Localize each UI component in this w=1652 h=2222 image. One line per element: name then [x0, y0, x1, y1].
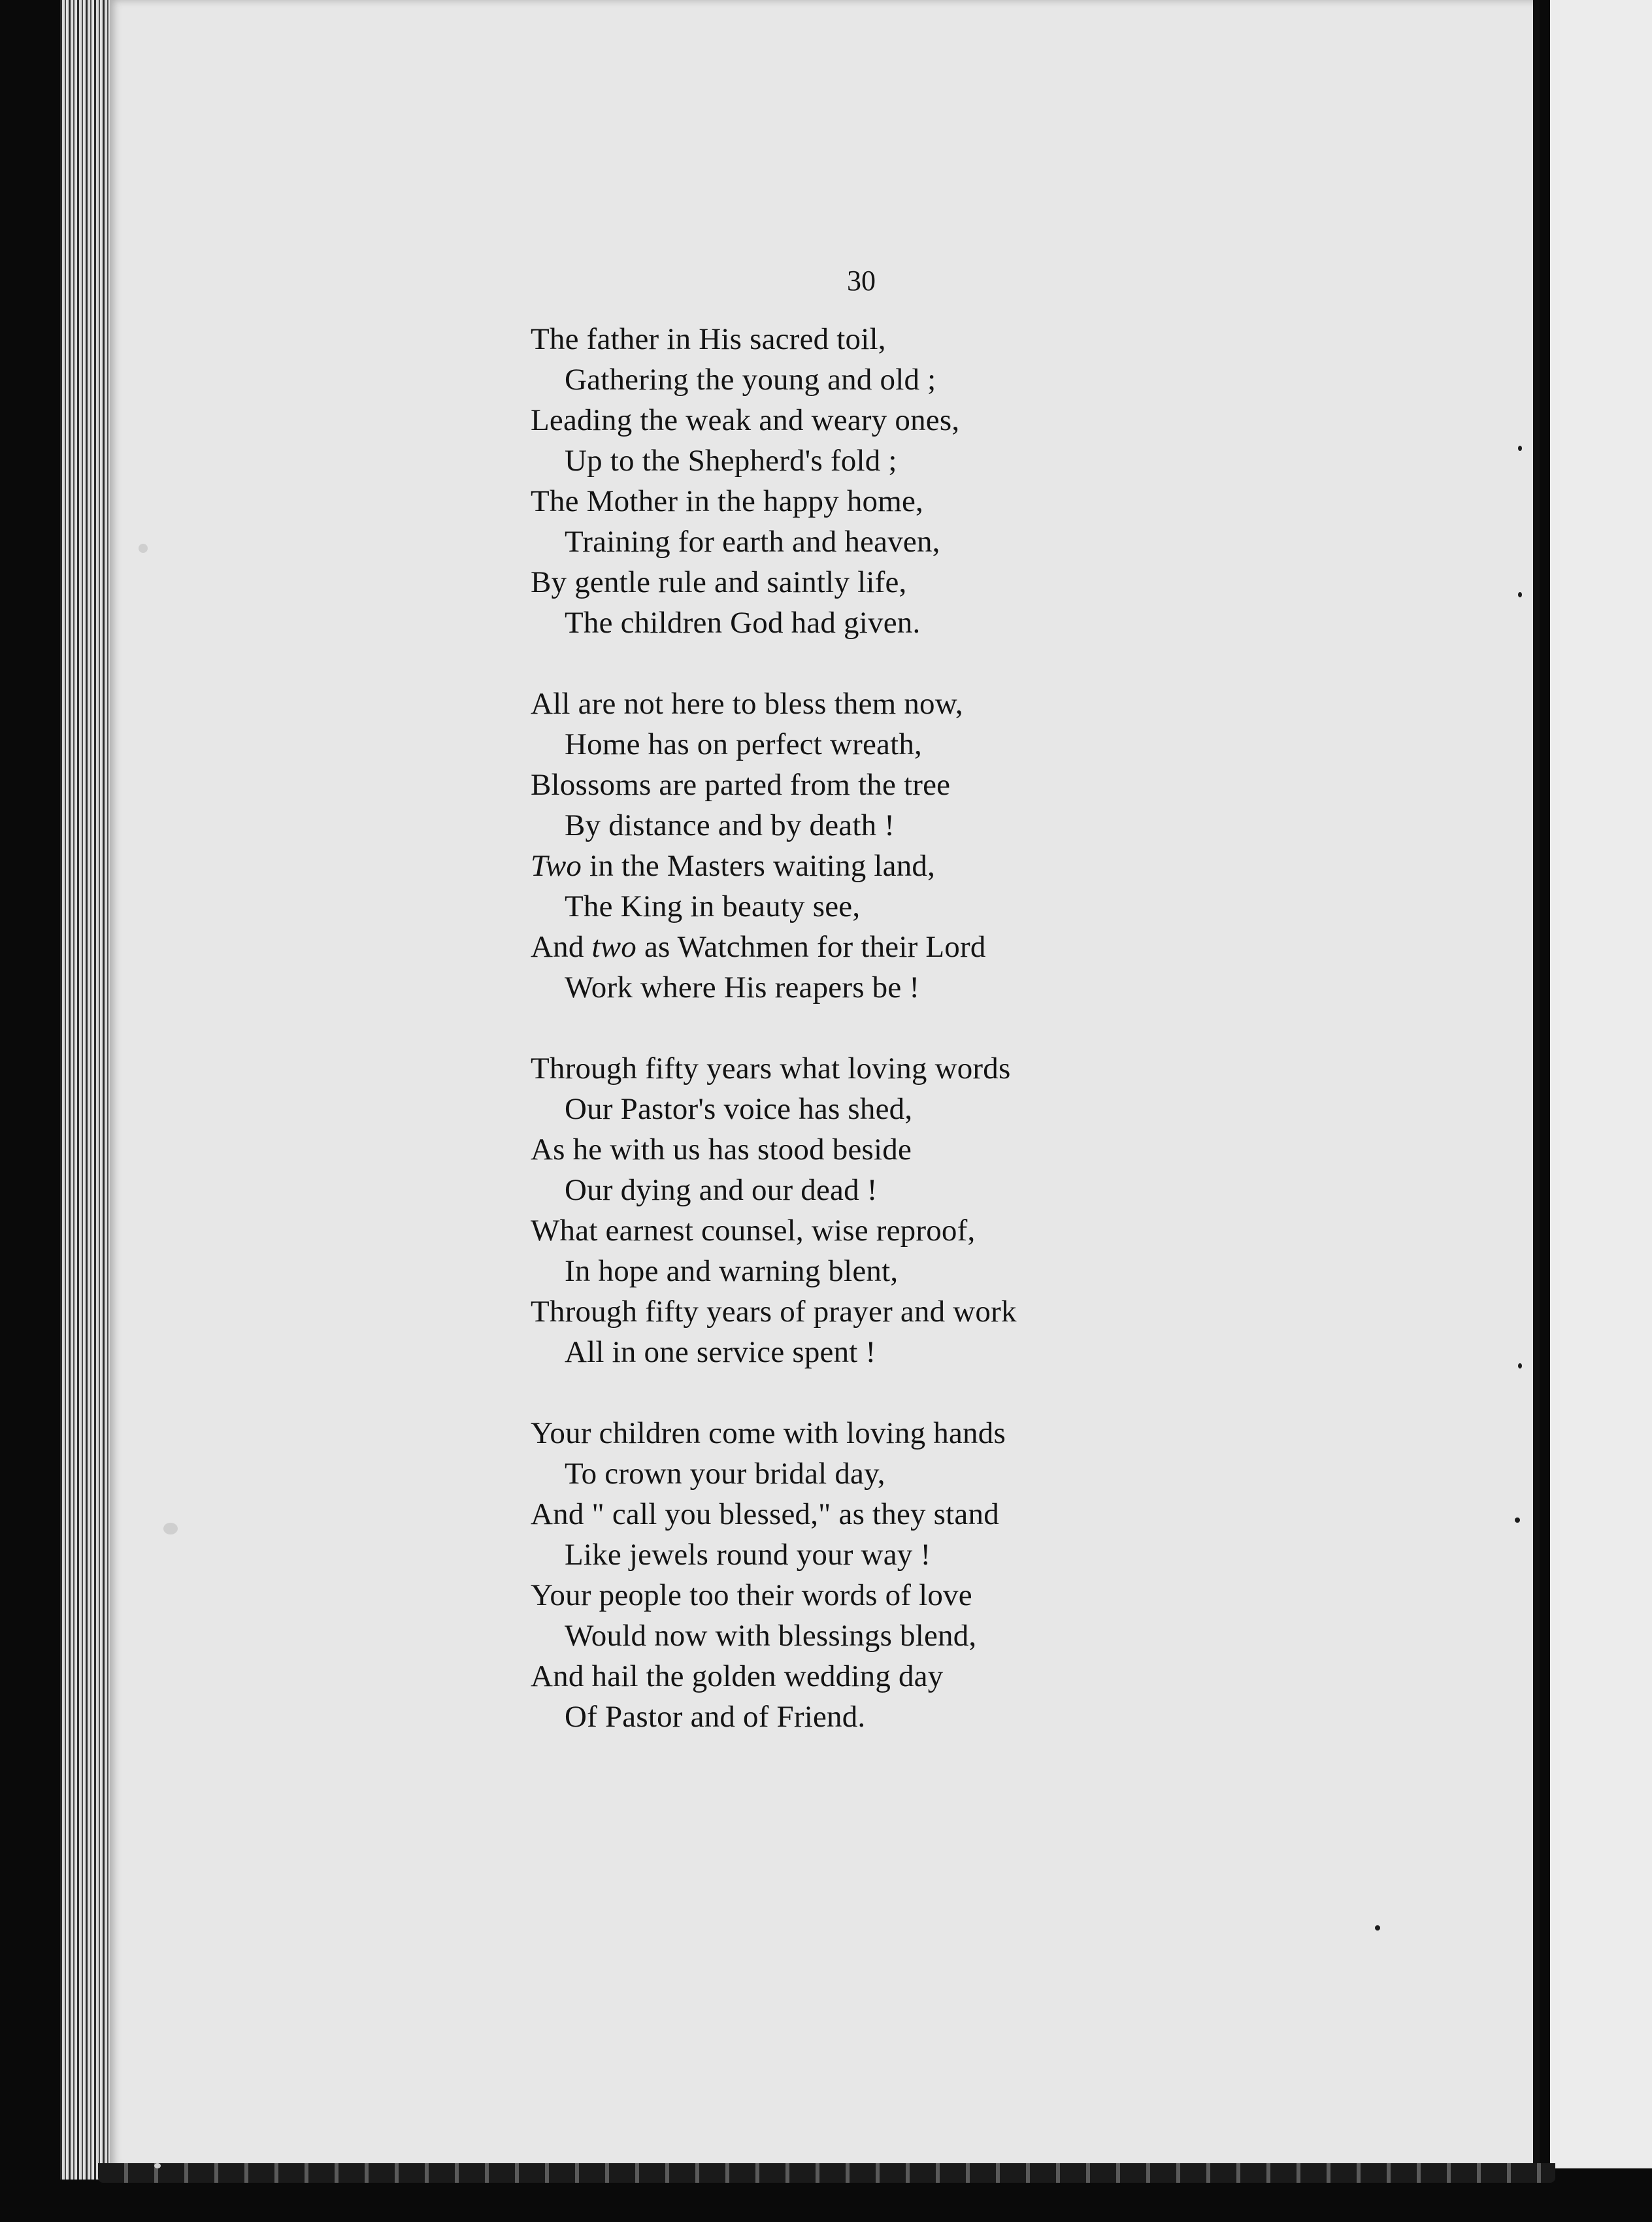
page-bottom-edge	[98, 2163, 1555, 2183]
poem-line: Would now with blessings blend,	[565, 1619, 977, 1653]
scan-speck	[139, 544, 148, 553]
scan-dot	[1375, 1925, 1380, 1931]
poem-line: Our dying and our dead !	[565, 1173, 878, 1207]
poem-line: Your children come with loving hands	[531, 1416, 1006, 1450]
poem-line: All in one service spent !	[565, 1335, 876, 1369]
stanza-3	[531, 1048, 1249, 1372]
poem-line: By gentle rule and saintly life,	[531, 565, 907, 599]
poem-line: All are not here to bless them now,	[531, 687, 963, 721]
poem-line: What earnest counsel, wise reproof,	[531, 1214, 976, 1248]
scan-speck	[154, 2163, 161, 2168]
poem-line	[531, 846, 1249, 886]
stanza-4	[531, 1413, 1249, 1737]
italic-word: two	[591, 930, 637, 964]
line-text: as Watchmen for their Lord	[636, 930, 986, 964]
poem-line: And hail the golden wedding day	[531, 1659, 944, 1693]
poem-line: Like jewels round your way !	[565, 1538, 931, 1572]
poem-line: In hope and warning blent,	[565, 1254, 899, 1288]
poem-line	[531, 927, 1249, 967]
poem-line: Up to the Shepherd's fold ;	[565, 444, 897, 478]
scan-dot	[1518, 446, 1522, 451]
facing-page-edge	[1550, 0, 1652, 2168]
poem-line: Home has on perfect wreath,	[565, 727, 922, 761]
poem-line: The children God had given.	[565, 606, 921, 640]
poem-line: And " call you blessed," as they stand	[531, 1497, 999, 1531]
poem-line: Gathering the young and old ;	[565, 363, 936, 397]
poem	[531, 319, 1249, 1778]
poem-line: The father in His sacred toil,	[531, 322, 886, 356]
poem-line: By distance and by death !	[565, 808, 895, 842]
poem-line: Blossoms are parted from the tree	[531, 768, 951, 802]
scan-dot	[1515, 1517, 1520, 1523]
stanza-2	[531, 684, 1249, 1008]
poem-line: As he with us has stood beside	[531, 1133, 912, 1167]
poem-line: Leading the weak and weary ones,	[531, 403, 960, 437]
scan-dot	[1518, 592, 1522, 597]
stanza-1	[531, 319, 1249, 643]
poem-line: To crown your bridal day,	[565, 1457, 885, 1491]
poem-line: Training for earth and heaven,	[565, 525, 940, 559]
scan-dot	[1518, 1363, 1522, 1368]
poem-line: The Mother in the happy home,	[531, 484, 923, 518]
italic-word: Two	[531, 849, 582, 883]
poem-line: Our Pastor's voice has shed,	[565, 1092, 913, 1126]
bound-leaf-edges	[60, 0, 112, 2180]
line-text: in the Masters waiting land,	[582, 849, 936, 883]
poem-line: Through fifty years what loving words	[531, 1052, 1011, 1086]
poem-line: Your people too their words of love	[531, 1578, 972, 1612]
poem-line: Work where His reapers be !	[565, 970, 920, 1004]
poem-line: The King in beauty see,	[565, 889, 861, 923]
line-text: And	[531, 930, 592, 964]
page-number: 30	[847, 265, 876, 297]
poem-line: Of Pastor and of Friend.	[565, 1700, 866, 1734]
scan-speck	[163, 1523, 178, 1534]
poem-line: Through fifty years of prayer and work	[531, 1295, 1017, 1329]
page-gutter	[1533, 0, 1540, 2176]
